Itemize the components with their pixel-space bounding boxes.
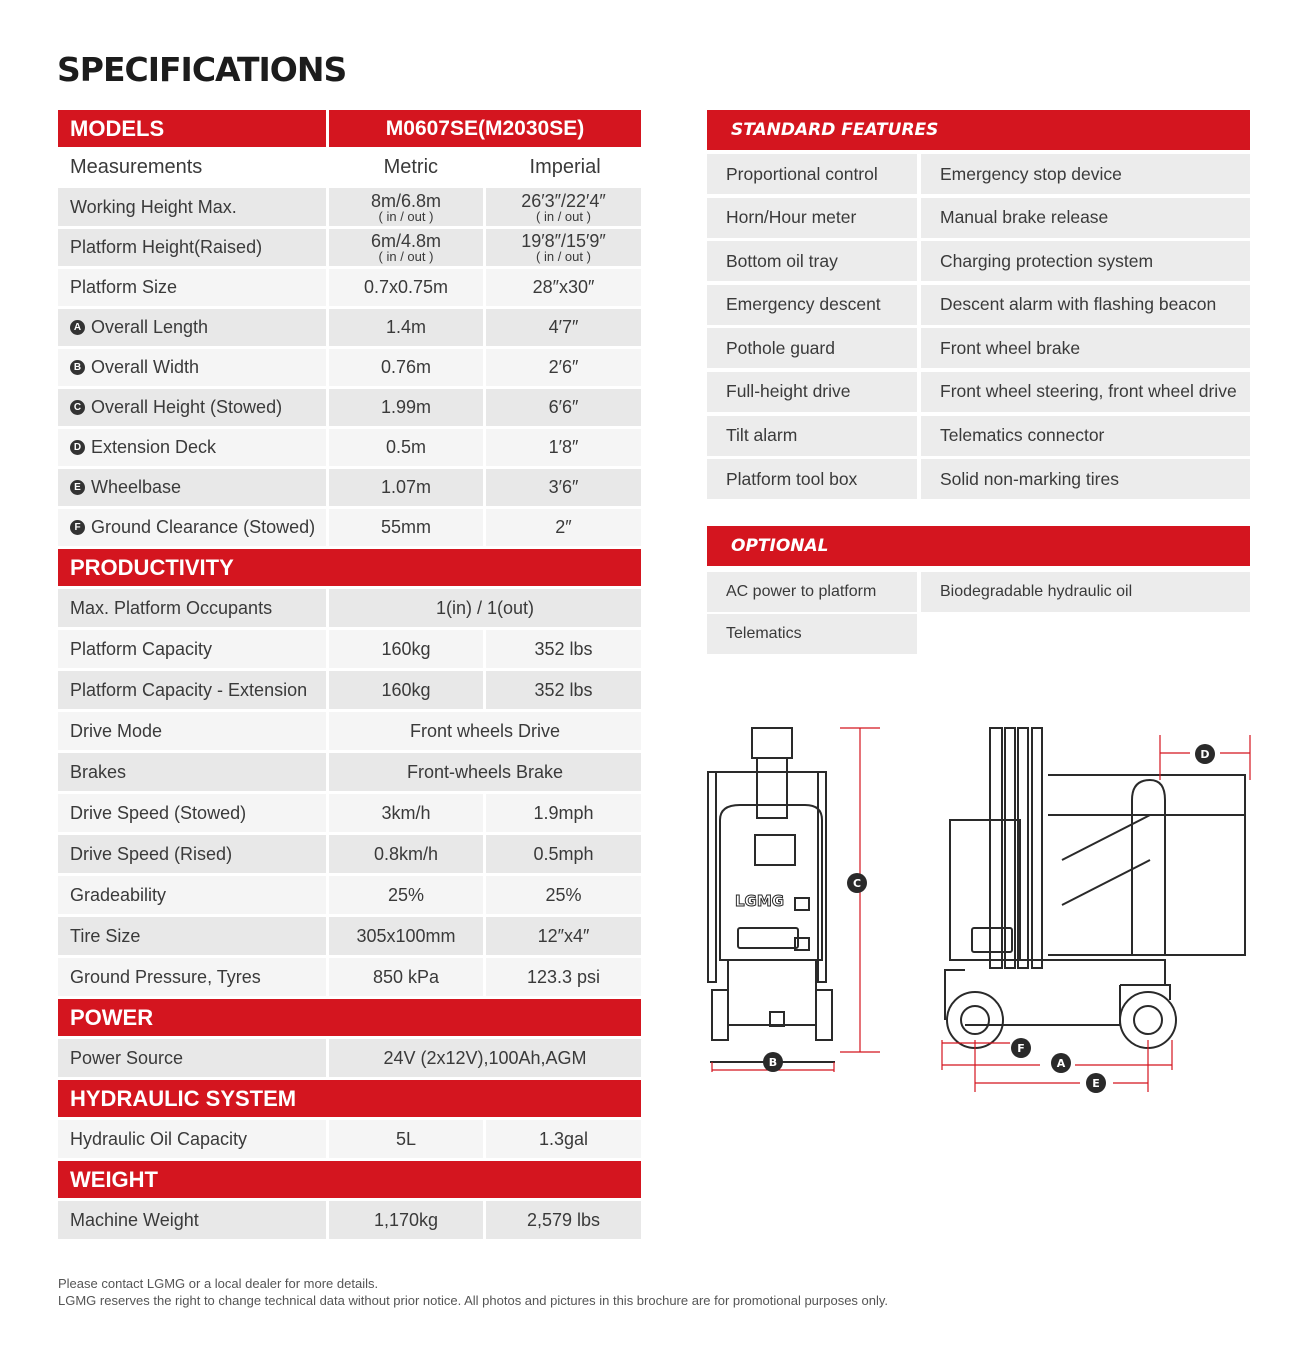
imperial-sub: ( in / out ) xyxy=(536,249,591,264)
footer-disclaimer xyxy=(58,1275,888,1309)
table-row xyxy=(58,509,641,546)
imperial-value: 123.3 psi xyxy=(486,958,641,996)
section-power: POWER xyxy=(58,999,641,1036)
row-label: Gradeability xyxy=(58,876,326,914)
feature-cell: AC power to platform xyxy=(707,572,917,612)
row-label-text: Overall Height (Stowed) xyxy=(91,397,283,417)
marker-e-label: E xyxy=(1092,1077,1100,1090)
footer-line-2: LGMG reserves the right to change technical data without prior notice. All photos and pictures in this brochure are for promotional purposes only. xyxy=(58,1293,889,1308)
table-row xyxy=(58,429,641,466)
optional-header: OPTIONAL xyxy=(707,526,1250,566)
marker-b-icon xyxy=(763,1052,783,1072)
section-hydraulic: HYDRAULIC SYSTEM xyxy=(58,1080,641,1117)
marker-c-icon xyxy=(847,873,867,893)
table-row xyxy=(58,917,641,955)
row-label: Platform Capacity xyxy=(58,630,326,668)
row-label: Drive Speed (Rised) xyxy=(58,835,326,873)
row-label-text: Ground Clearance (Stowed) xyxy=(91,517,316,537)
side-view xyxy=(945,728,1245,1048)
row-label xyxy=(58,389,326,426)
table-row xyxy=(58,1120,641,1158)
metric-value: 305x100mm xyxy=(329,917,483,955)
imperial-value: 3′6″ xyxy=(486,469,641,506)
table-row xyxy=(58,794,641,832)
row-label xyxy=(58,349,326,386)
marker-d-label: D xyxy=(1200,748,1210,761)
metric-value: 850 kPa xyxy=(329,958,483,996)
feature-row xyxy=(707,572,1250,612)
optional-table xyxy=(707,572,1250,656)
table-row xyxy=(58,469,641,506)
imperial-value: 4′7″ xyxy=(486,309,641,346)
feature-cell: Telematics connector xyxy=(921,416,1250,456)
marker-f-label: F xyxy=(1017,1042,1025,1055)
combined-value: Front wheels Drive xyxy=(329,712,641,750)
metric-value: 0.8km/h xyxy=(329,835,483,873)
feature-row xyxy=(707,198,1250,238)
metric-sub: ( in / out ) xyxy=(378,208,434,224)
combined-value: 24V (2x12V),100Ah,AGM xyxy=(329,1039,641,1077)
table-row xyxy=(58,389,641,426)
feature-cell: Biodegradable hydraulic oil xyxy=(921,572,1250,612)
imperial-value: 28″x30″ xyxy=(486,269,641,306)
row-label: Platform Capacity - Extension xyxy=(58,671,326,709)
metric-value: 55mm xyxy=(329,509,483,546)
table-row xyxy=(58,1039,641,1077)
metric-value: 3km/h xyxy=(329,794,483,832)
row-label: Ground Pressure, Tyres xyxy=(58,958,326,996)
table-row xyxy=(58,229,641,266)
metric-value xyxy=(329,188,483,226)
feature-cell: Charging protection system xyxy=(921,241,1250,281)
imperial-main: 26′3″/22′4″ xyxy=(521,190,606,211)
feature-cell: Proportional control xyxy=(707,154,917,194)
feature-cell: Tilt alarm xyxy=(707,416,917,456)
table-row xyxy=(58,188,641,226)
metric-value: 25% xyxy=(329,876,483,914)
row-label: Power Source xyxy=(58,1039,326,1077)
imperial-value: 2,579 lbs xyxy=(486,1201,641,1239)
metric-value: 1.07m xyxy=(329,469,483,506)
table-row xyxy=(58,753,641,791)
imperial-value: 2′6″ xyxy=(486,349,641,386)
imperial-main: 19′8″/15′9″ xyxy=(521,231,606,251)
badge-f-icon: F xyxy=(70,520,85,535)
feature-cell: Front wheel brake xyxy=(921,328,1250,368)
feature-row xyxy=(707,154,1250,194)
metric-value: 0.7x0.75m xyxy=(329,269,483,306)
metric-value: 1.99m xyxy=(329,389,483,426)
models-label: MODELS xyxy=(58,110,326,147)
feature-cell-empty xyxy=(921,614,1250,654)
metric-sub: ( in / out ) xyxy=(378,249,434,264)
table-row xyxy=(58,1201,641,1239)
row-label-text: Overall Width xyxy=(91,357,200,377)
combined-value: Front-wheels Brake xyxy=(329,753,641,791)
feature-cell: Solid non-marking tires xyxy=(921,459,1250,499)
imperial-header: Imperial xyxy=(489,150,641,185)
combined-value: 1(in) / 1(out) xyxy=(329,589,641,627)
feature-row xyxy=(707,614,1250,654)
table-row xyxy=(58,589,641,627)
table-row xyxy=(58,671,641,709)
metric-value: 5L xyxy=(329,1120,483,1158)
models-header xyxy=(58,110,641,147)
feature-cell: Horn/Hour meter xyxy=(707,198,917,238)
measurements-label: Measurements xyxy=(58,150,332,185)
standard-features-header: STANDARD FEATURES xyxy=(707,110,1250,150)
marker-e-icon xyxy=(1086,1073,1106,1093)
metric-value: 1,170kg xyxy=(329,1201,483,1239)
row-label: Working Height Max. xyxy=(58,188,326,226)
imperial-value: 1.9mph xyxy=(486,794,641,832)
table-row xyxy=(58,349,641,386)
standard-features-table xyxy=(707,154,1250,503)
metric-value: 160kg xyxy=(329,630,483,668)
imperial-value xyxy=(486,229,641,266)
badge-b-icon: B xyxy=(70,360,85,375)
footer-line-1: Please contact LGMG or a local dealer for more details. xyxy=(58,1276,379,1291)
imperial-value: 352 lbs xyxy=(486,630,641,668)
metric-value: 1.4m xyxy=(329,309,483,346)
marker-d-icon xyxy=(1195,744,1215,764)
table-row xyxy=(58,309,641,346)
row-label: Drive Mode xyxy=(58,712,326,750)
row-label-text: Wheelbase xyxy=(91,477,182,497)
imperial-value xyxy=(486,188,641,226)
feature-cell: Descent alarm with flashing beacon xyxy=(921,285,1250,325)
badge-a-icon: A xyxy=(70,320,85,335)
metric-value: 0.5m xyxy=(329,429,483,466)
metric-main: 8m/6.8m xyxy=(370,190,442,211)
marker-b-label: B xyxy=(768,1056,778,1069)
row-label: Brakes xyxy=(58,753,326,791)
badge-c-icon: C xyxy=(70,400,85,415)
marker-a-label: A xyxy=(1056,1057,1066,1070)
imperial-value: 1.3gal xyxy=(486,1120,641,1158)
metric-value xyxy=(329,229,483,266)
imperial-value: 12″x4″ xyxy=(486,917,641,955)
row-label: Drive Speed (Stowed) xyxy=(58,794,326,832)
feature-cell: Manual brake release xyxy=(921,198,1250,238)
feature-cell: Telematics xyxy=(707,614,917,654)
imperial-value: 0.5mph xyxy=(486,835,641,873)
table-row xyxy=(58,958,641,996)
section-productivity: PRODUCTIVITY xyxy=(58,549,641,586)
feature-cell: Bottom oil tray xyxy=(707,241,917,281)
table-row xyxy=(58,835,641,873)
feature-cell: Front wheel steering, front wheel drive xyxy=(921,372,1250,412)
row-label: Max. Platform Occupants xyxy=(58,589,326,627)
feature-row xyxy=(707,372,1250,412)
lgmg-logo: LGMG xyxy=(735,892,785,910)
row-label: Machine Weight xyxy=(58,1201,326,1239)
feature-cell: Emergency stop device xyxy=(921,154,1250,194)
table-row xyxy=(58,269,641,306)
feature-row xyxy=(707,328,1250,368)
metric-value: 160kg xyxy=(329,671,483,709)
imperial-sub: ( in / out ) xyxy=(536,208,591,224)
row-label-text: Extension Deck xyxy=(91,437,217,457)
imperial-value: 352 lbs xyxy=(486,671,641,709)
row-label: Platform Size xyxy=(58,269,326,306)
imperial-value: 1′8″ xyxy=(486,429,641,466)
feature-row xyxy=(707,416,1250,456)
feature-row xyxy=(707,285,1250,325)
row-label: Tire Size xyxy=(58,917,326,955)
section-weight: WEIGHT xyxy=(58,1161,641,1198)
row-label xyxy=(58,429,326,466)
feature-cell: Pothole guard xyxy=(707,328,917,368)
imperial-value: 6′6″ xyxy=(486,389,641,426)
measurements-header xyxy=(58,150,641,185)
badge-e-icon: E xyxy=(70,480,85,495)
machine-dimension-drawing xyxy=(700,720,1260,1110)
row-label: Platform Height(Raised) xyxy=(58,229,326,266)
marker-c-label: C xyxy=(852,877,862,890)
table-row xyxy=(58,712,641,750)
spec-table xyxy=(58,110,641,1242)
row-label-text: Overall Length xyxy=(91,317,209,337)
marker-a-icon xyxy=(1051,1053,1071,1073)
imperial-value: 2″ xyxy=(486,509,641,546)
metric-value: 0.76m xyxy=(329,349,483,386)
row-label xyxy=(58,509,326,546)
metric-header: Metric xyxy=(335,150,486,185)
badge-d-icon: D xyxy=(70,440,85,455)
row-label xyxy=(58,469,326,506)
feature-cell: Platform tool box xyxy=(707,459,917,499)
row-label: Hydraulic Oil Capacity xyxy=(58,1120,326,1158)
feature-row xyxy=(707,241,1250,281)
page-title: SPECIFICATIONS xyxy=(57,50,347,89)
table-row xyxy=(58,876,641,914)
imperial-value: 25% xyxy=(486,876,641,914)
marker-f-icon xyxy=(1011,1038,1031,1058)
row-label xyxy=(58,309,326,346)
table-row xyxy=(58,630,641,668)
feature-cell: Full-height drive xyxy=(707,372,917,412)
feature-cell: Emergency descent xyxy=(707,285,917,325)
feature-row xyxy=(707,459,1250,499)
metric-main: 6m/4.8m xyxy=(370,231,442,251)
models-value: M0607SE(M2030SE) xyxy=(329,110,641,147)
